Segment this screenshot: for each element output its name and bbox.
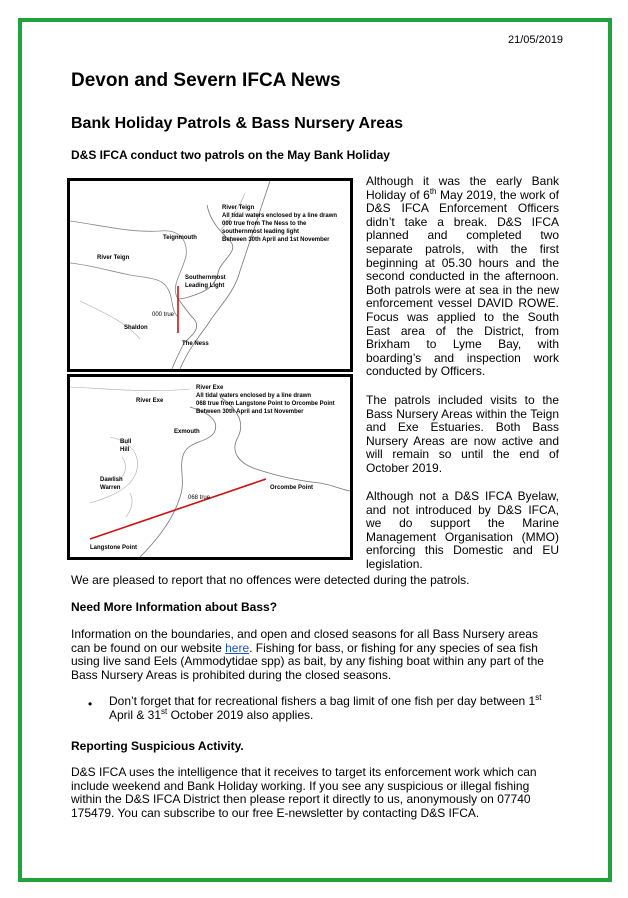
bullet-text-c: October 2019 also applies. (167, 708, 314, 722)
p1-text-a: Although it was the early Bank Holiday of 6 (366, 174, 559, 202)
newsletter-title: Devon and Severn IFCA News (71, 70, 341, 91)
shaldon-label: Shaldon (124, 325, 148, 331)
teignmouth-label: Teignmouth (163, 235, 197, 241)
bullet-dot: • (88, 697, 93, 711)
the-ness-label: The Ness (182, 341, 209, 347)
info-text-a: Information on the boundaries, and open and closed seasons for all Bass Nursery areas can be found on our website (71, 627, 538, 655)
teign-desc-3: southernmost leading light (222, 229, 300, 235)
website-here-link[interactable]: here (225, 640, 250, 655)
dawlish-warren-label-1: Dawlish (100, 477, 123, 483)
report-heading: Reporting Suspicious Activity. (71, 739, 244, 753)
teign-map (67, 178, 353, 372)
bullet-sup-2: st (161, 707, 168, 716)
exe-desc-1: All tidal waters enclosed by a line drawn (196, 393, 312, 399)
orcombe-point-label: Orcombe Point (270, 485, 314, 491)
date: 21/05/2019 (508, 34, 564, 46)
bullet-text-b: April & 31 (109, 708, 162, 722)
bull-hill-label-2: Hill (120, 447, 130, 453)
dawlish-warren-label-2: Warren (100, 485, 121, 491)
paragraph-mmo: Although not a D&S IFCA Byelaw, and not introduced by D&S IFCA, we do support the Marine Management Organisation (MMO) enforcing this Domestic and EU legislation. (366, 489, 559, 571)
southernmost-label-2: Leading Light (185, 283, 225, 289)
article-subheading: D&S IFCA conduct two patrols on the May Bank Holiday (71, 148, 390, 162)
paragraph-report: D&S IFCA uses the intelligence that it receives to target its enforcement work which can include weekend and Bank Holiday working. If you see any suspicious or illegal fishing within the D&S IFCA District then please report it directly to us, anonymously on 07740 175479. You can subscribe to our free E-newsletter by contacting D&S IFCA. (71, 765, 537, 820)
exe-map (67, 374, 353, 560)
southernmost-label-1: Southernmost (185, 275, 226, 281)
info-text-b: . Fishing for bass, or fishing for any species of sea fish using live sand Eels (Ammodytidae spp) as bait, by any fishing boat within any part of the Bass Nursery Areas is prohibited during the closed seasons. (71, 640, 544, 682)
paragraph-no-offences: We are pleased to report that no offences were detected during the patrols. (71, 573, 470, 587)
paragraph-info (71, 628, 559, 682)
teign-river-label: River Teign (222, 205, 255, 211)
river-exe-label: River Exe (136, 398, 164, 404)
exe-desc-2: 068 true from Langstone Point to Orcombe Point (196, 401, 335, 407)
exmouth-label: Exmouth (174, 429, 200, 435)
teign-desc-1: All tidal waters enclosed by a line drawn (222, 213, 338, 219)
teign-desc-2: 000 true from The Ness to the (222, 221, 307, 227)
bullet-text-a: Don’t forget that for recreational fishers a bag limit of one fish per day between 1 (109, 694, 536, 708)
bull-hill-label-1: Bull (120, 439, 132, 445)
p1-text-b: May 2019, the work of D&S IFCA Enforcement Officers didn’t take a break. D&S IFCA planned and completed two separate patrols, with the first beginning at 05.30 hours and the second conducted in the afternoon. Both patrols were at sea in the new enforcement vessel DAVID ROWE. Focus was applied to the South East area of the District, from Brixham to Lyme Bay, with boarding’s and inspection work conducted by Officers. (366, 187, 559, 379)
bullet-bag-limit (109, 694, 559, 722)
bullet-sup-1: st (535, 693, 542, 702)
langstone-point-label: Langstone Point (90, 545, 137, 551)
teign-map-drawing (70, 181, 350, 369)
exe-desc-3: Between 30th April and 1st November (196, 409, 304, 415)
river-teign-label: River Teign (97, 255, 130, 261)
teign-bearing-label: 000 true (152, 312, 175, 318)
exe-bearing-label: 068 true (188, 495, 211, 501)
paragraph-patrols (366, 175, 559, 379)
exe-map-drawing (70, 377, 350, 557)
p1-sup: th (429, 186, 437, 196)
paragraph-nursery-visits: The patrols included visits to the Bass Nursery Areas within the Teign and Exe Estuaries. Both Bass Nursery Areas are now active and will remain so until the end of October 2019. (366, 393, 559, 475)
teign-desc-4: Between 30th April and 1st November (222, 237, 330, 243)
article-heading: Bank Holiday Patrols & Bass Nursery Areas (71, 115, 403, 132)
info-heading: Need More Information about Bass? (71, 600, 278, 614)
exe-river-label: River Exe (196, 385, 224, 391)
